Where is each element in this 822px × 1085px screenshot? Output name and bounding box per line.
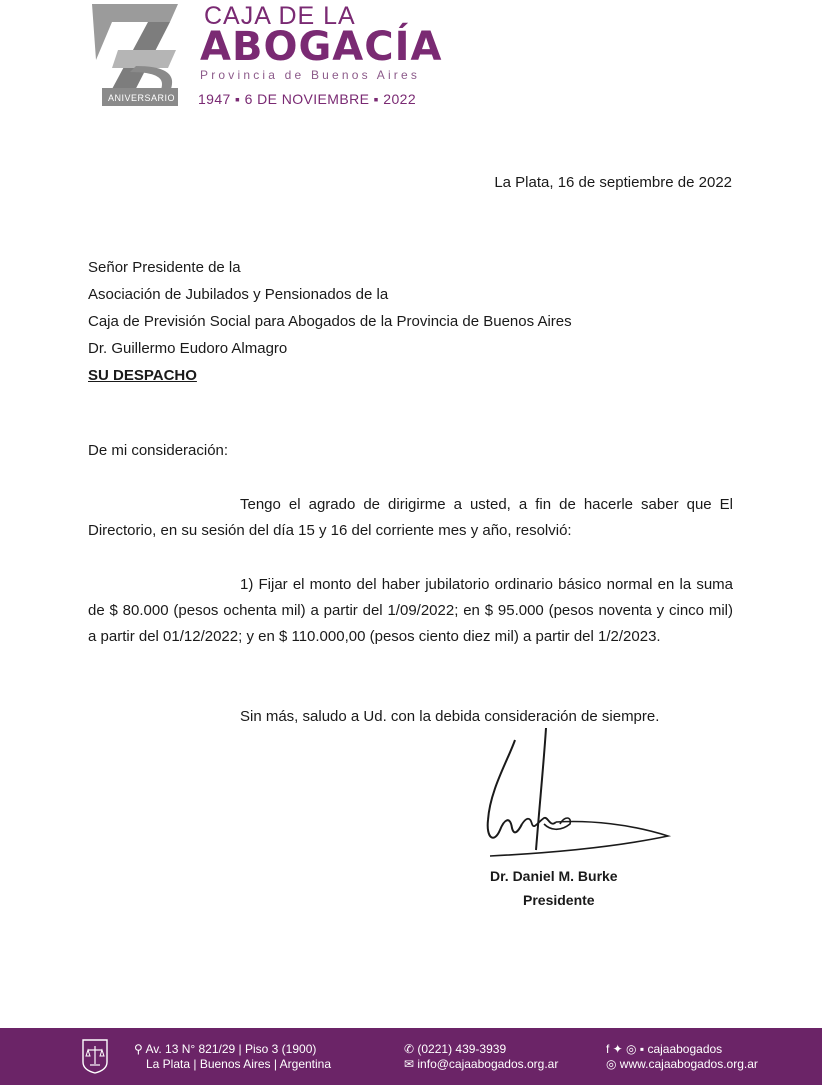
letter-date: La Plata, 16 de septiembre de 2022 bbox=[494, 174, 732, 191]
body-paragraph-2: 1) Fijar el monto del haber jubilatorio ordinario básico normal en la suma de $ 80.000 (pesos ochenta mil) a partir del 1/09/2022; en $ 95.000 (pesos noventa y cinco mil) a partir del 01/12/2022; y en $ 110.000,00 (pesos ciento diez mil) a partir del 1/2/2023. bbox=[88, 576, 733, 645]
footer-address-line2: La Plata | Buenos Aires | Argentina bbox=[146, 1057, 332, 1071]
greeting: De mi consideración: bbox=[88, 442, 229, 459]
anniversary-label: ANIVERSARIO bbox=[108, 93, 176, 103]
signer-role: Presidente bbox=[523, 892, 595, 908]
scales-emblem-icon bbox=[80, 1038, 110, 1074]
anniversary-dates: 1947 ▪ 6 DE NOVIEMBRE ▪ 2022 bbox=[198, 91, 417, 107]
closing-line: Sin más, saludo a Ud. con la debida consideración de siempre. bbox=[240, 708, 660, 725]
header-logo bbox=[88, 0, 443, 112]
addressee-line: Señor Presidente de la bbox=[88, 259, 241, 276]
addressee-block bbox=[88, 254, 572, 389]
footer-bar bbox=[0, 1028, 822, 1085]
org-region: Provincia de Buenos Aires bbox=[200, 68, 421, 82]
footer-phone[interactable]: ✆ (0221) 439-3939 bbox=[404, 1042, 507, 1056]
handwritten-signature bbox=[460, 720, 680, 870]
footer-address bbox=[134, 1042, 331, 1072]
footer-email[interactable]: ✉ info@cajaabogados.org.ar bbox=[404, 1057, 559, 1071]
org-name-line1: CAJA DE LA bbox=[204, 2, 356, 30]
footer-website[interactable]: ◎ www.cajaabogados.org.ar bbox=[606, 1057, 758, 1071]
addressee-line: Asociación de Jubilados y Pensionados de la bbox=[88, 286, 389, 303]
addressee-line: Caja de Previsión Social para Abogados de la Provincia de Buenos Aires bbox=[88, 313, 572, 330]
footer-address-line1: ⚲ Av. 13 N° 821/29 | Piso 3 (1900) bbox=[134, 1042, 317, 1056]
footer-social[interactable]: f ✦ ◎ ▪ cajaabogados bbox=[606, 1042, 723, 1056]
despacho-label: SU DESPACHO bbox=[88, 367, 197, 384]
addressee-line: Dr. Guillermo Eudoro Almagro bbox=[88, 340, 288, 357]
footer-web bbox=[606, 1042, 758, 1072]
signer-name: Dr. Daniel M. Burke bbox=[490, 868, 618, 884]
org-name-line2: ABOGACÍA bbox=[200, 24, 443, 70]
footer-contact bbox=[404, 1042, 558, 1072]
body-paragraph-1: Tengo el agrado de dirigirme a usted, a fin de hacerle saber que El Directorio, en su sesión del día 15 y 16 del corriente mes y año, resolvió: bbox=[88, 496, 733, 539]
